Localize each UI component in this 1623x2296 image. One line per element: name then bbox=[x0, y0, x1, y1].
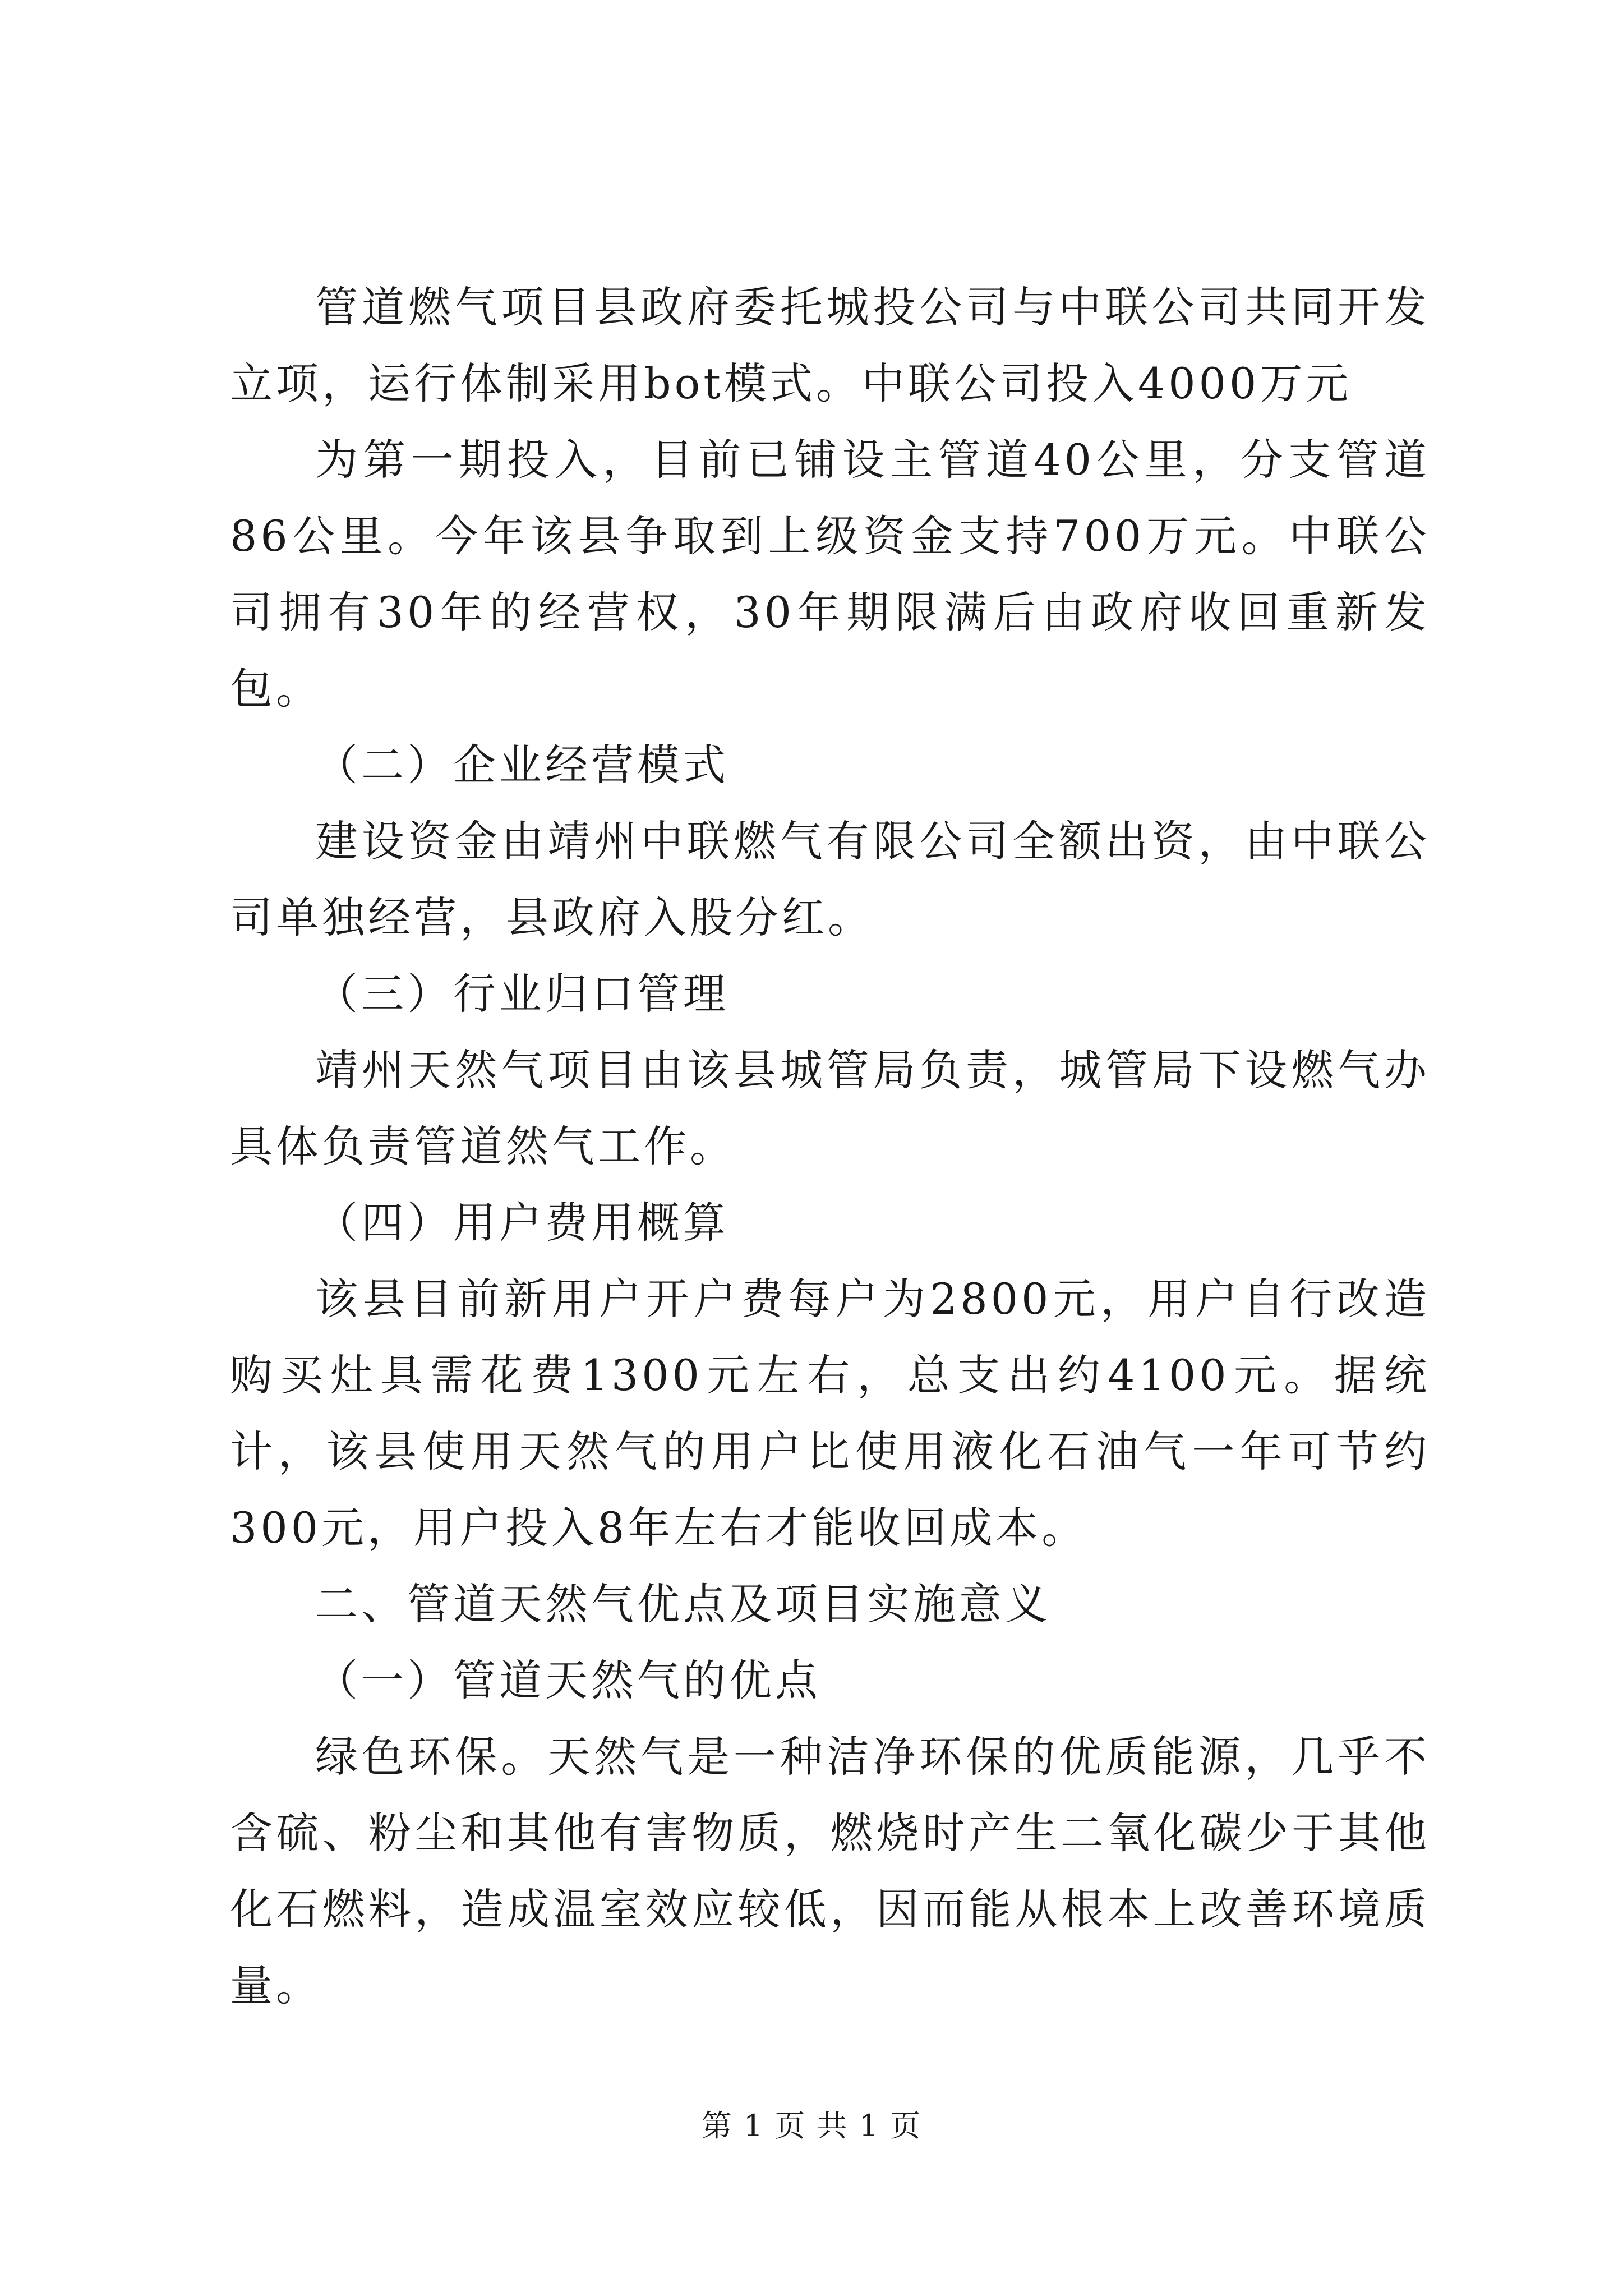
paragraph-project-overview: 管道燃气项目县政府委托城投公司与中联公司共同开发立项，运行体制采用bot模式。中联公司投入4000万元 bbox=[230, 282, 1430, 408]
paragraph-user-cost-estimate: 该县目前新用户开户费每户为2800元，用户自行改造购买灶具需花费1300元左右，总支出约4100元。据统计，该县使用天然气的用户比使用液化石油气一年可节约300元，用户投入8年左右才能收回成本。 bbox=[230, 1274, 1430, 1553]
paragraph-first-phase-investment: 为第一期投入，目前已铺设主管道40公里，分支管道86公里。今年该县争取到上级资金支持700万元。中联公司拥有30年的经营权，30年期限满后由政府收回重新发包。 bbox=[230, 435, 1430, 714]
heading-advantages: （一）管道天然气的优点 bbox=[315, 1655, 821, 1705]
page-footer: 第 1 页 共 1 页 bbox=[701, 2108, 922, 2143]
heading-section-two: 二、管道天然气优点及项目实施意义 bbox=[315, 1579, 1051, 1629]
heading-business-model: （二）企业经营模式 bbox=[315, 740, 729, 790]
paragraph-green-environment: 绿色环保。天然气是一种洁净环保的优质能源，几乎不含硫、粉尘和其他有害物质，燃烧时产生二氧化碳少于其他化石燃料，造成温室效应较低，因而能从根本上改善环境质量。 bbox=[230, 1732, 1430, 2010]
paragraph-industry-management: 靖州天然气项目由该县城管局负责，城管局下设燃气办具体负责管道然气工作。 bbox=[230, 1045, 1430, 1171]
heading-user-cost-estimate: （四）用户费用概算 bbox=[315, 1198, 729, 1248]
heading-industry-management: （三）行业归口管理 bbox=[315, 969, 729, 1019]
document-body bbox=[230, 269, 1430, 2024]
paragraph-business-model: 建设资金由靖州中联燃气有限公司全额出资，由中联公司单独经营，县政府入股分红。 bbox=[230, 816, 1430, 942]
